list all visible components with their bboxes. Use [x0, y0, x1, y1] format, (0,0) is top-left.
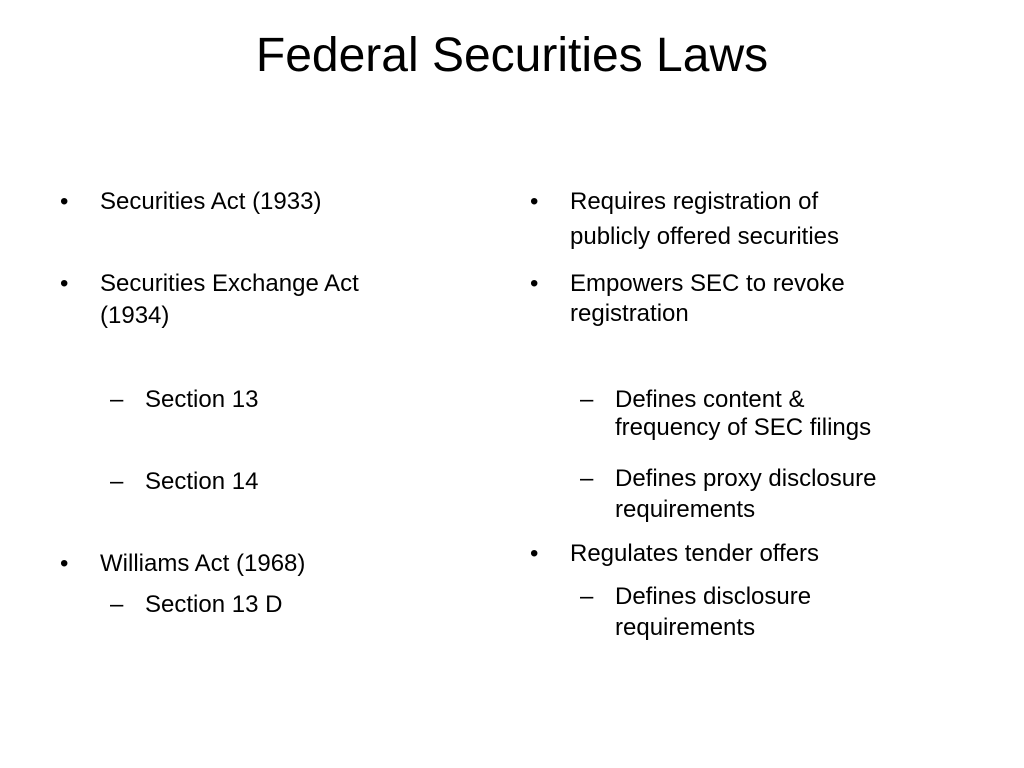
list-item-text: Regulates tender offers	[570, 540, 820, 567]
list-item-text: Requires registration of	[570, 188, 819, 215]
bullet-marker: •	[530, 188, 539, 215]
sub-list-item-text-continued: frequency of SEC filings	[615, 414, 872, 441]
sub-list-item-text: Section 13	[145, 386, 259, 413]
list-item-text-continued: (1934)	[100, 302, 170, 329]
list-item-text: Securities Act (1933)	[100, 188, 322, 215]
list-item-text: Securities Exchange Act	[100, 270, 359, 297]
dash-marker: –	[110, 468, 124, 495]
sub-list-item-text: Section 13 D	[145, 591, 283, 618]
sub-list-item-text: Defines disclosure	[615, 583, 812, 610]
dash-marker: –	[580, 583, 594, 610]
slide-title: Federal Securities Laws	[255, 29, 769, 82]
dash-marker: –	[110, 591, 124, 618]
sub-list-item-text-continued: requirements	[615, 614, 756, 641]
sub-list-item-text-continued: requirements	[615, 496, 756, 523]
bullet-marker: •	[60, 188, 69, 215]
left-column	[60, 0, 510, 768]
list-item-text: Williams Act (1968)	[100, 550, 306, 577]
sub-list-item-text: Section 14	[145, 468, 259, 495]
dash-marker: –	[580, 386, 594, 413]
right-column	[530, 0, 1000, 768]
sub-list-item-text: Defines content &	[615, 386, 805, 413]
bullet-marker: •	[60, 550, 69, 577]
bullet-marker: •	[530, 540, 539, 567]
sub-list-item-text: Defines proxy disclosure	[615, 465, 877, 492]
list-item-text-continued: publicly offered securities	[570, 223, 840, 250]
list-item-text-continued: registration	[570, 300, 689, 327]
dash-marker: –	[580, 465, 594, 492]
list-item-text: Empowers SEC to revoke	[570, 270, 845, 297]
bullet-marker: •	[60, 270, 69, 297]
bullet-marker: •	[530, 270, 539, 297]
dash-marker: –	[110, 386, 124, 413]
